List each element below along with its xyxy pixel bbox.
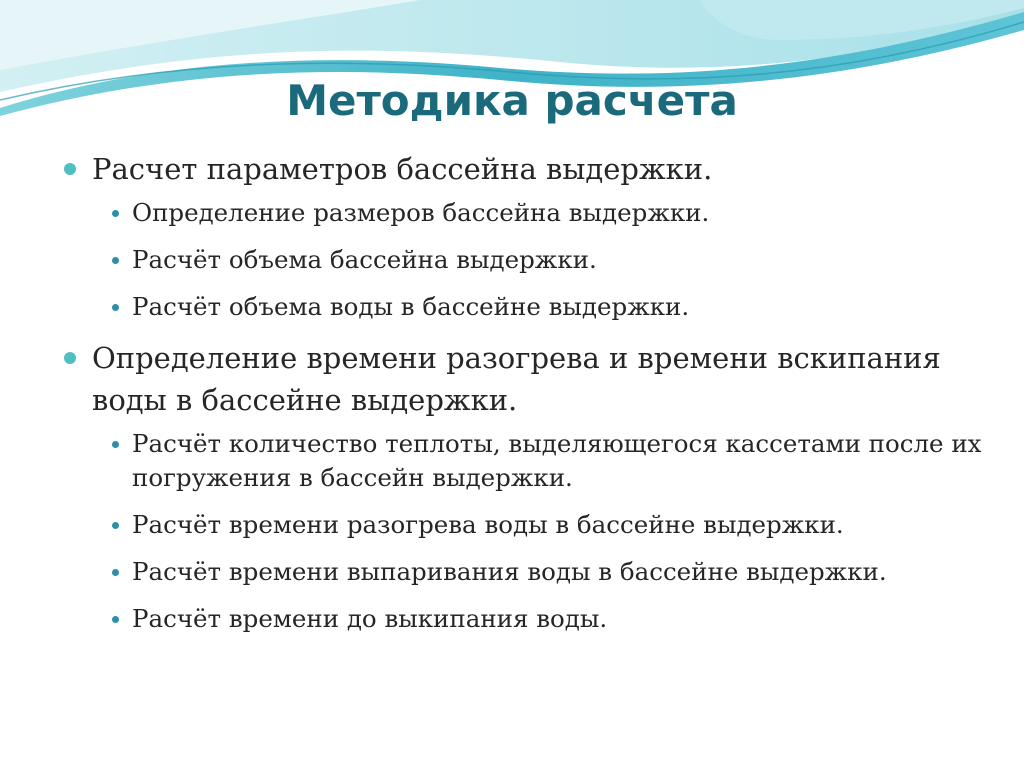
bullet-dot-icon — [112, 616, 119, 623]
sub-list-item-text: Определение размеров бассейна выдержки. — [132, 198, 710, 227]
sub-list-item-text: Расчёт времени до выкипания воды. — [132, 604, 608, 633]
bullet-dot-icon — [64, 163, 76, 175]
sub-list-item — [92, 427, 984, 495]
sub-list — [92, 196, 984, 324]
bullet-dot-icon — [112, 522, 119, 529]
bullet-dot-icon — [112, 569, 119, 576]
sub-list-item-text: Расчёт объема воды в бассейне выдержки. — [132, 292, 690, 321]
sub-list-item — [92, 243, 984, 277]
sub-list — [92, 427, 984, 636]
list-item-text: Определение времени разогрева и времени вскипания воды в бассейне выдержки. — [92, 341, 941, 417]
bullet-dot-icon — [112, 304, 119, 311]
bullet-list — [64, 148, 984, 649]
sub-list-item-text: Расчёт объема бассейна выдержки. — [132, 245, 597, 274]
sub-list-item — [92, 196, 984, 230]
sub-list-item-text: Расчёт времени разогрева воды в бассейне выдержки. — [132, 510, 844, 539]
sub-list-item — [92, 508, 984, 542]
list-item — [64, 337, 984, 636]
sub-list-item-text: Расчёт времени выпаривания воды в бассейне выдержки. — [132, 557, 887, 586]
bullet-dot-icon — [112, 257, 119, 264]
sub-list-item — [92, 555, 984, 589]
sub-list-item — [92, 602, 984, 636]
bullet-dot-icon — [64, 352, 76, 364]
bullet-dot-icon — [112, 441, 119, 448]
sub-list-item — [92, 290, 984, 324]
slide-title: Методика расчета — [286, 76, 738, 125]
list-item — [64, 148, 984, 324]
list-item-text: Расчет параметров бассейна выдержки. — [92, 152, 713, 186]
bullet-dot-icon — [112, 210, 119, 217]
sub-list-item-text: Расчёт количество теплоты, выделяющегося кассетами после их погружения в бассейн выдержки. — [132, 429, 982, 492]
